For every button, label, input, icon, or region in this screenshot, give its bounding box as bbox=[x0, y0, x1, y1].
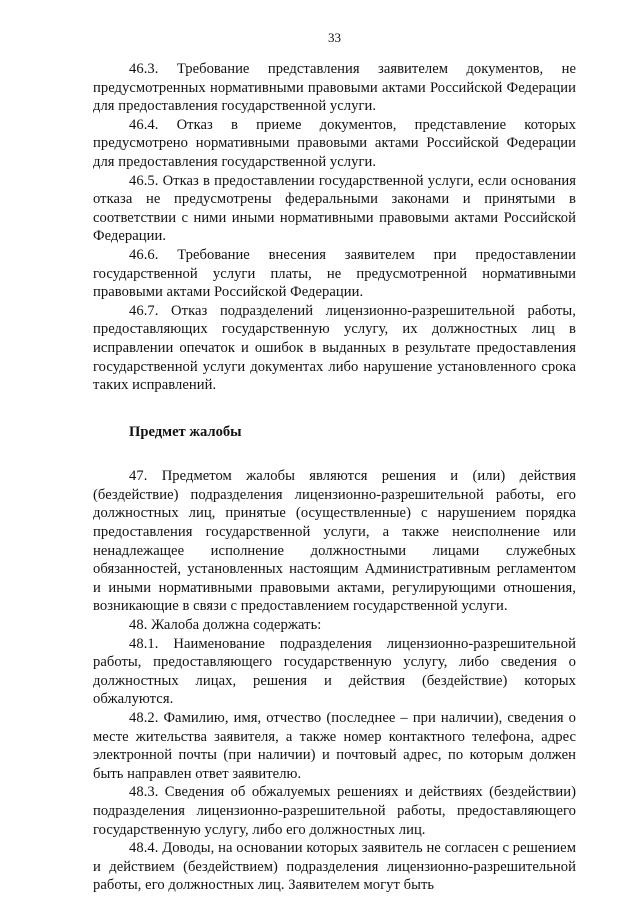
paragraph-46-6: 46.6. Требование внесения заявителем при предоставлении государственной услуги платы, не предусмотренной нормативными правовыми актами Российской Федерации. bbox=[93, 246, 576, 301]
paragraph-48-3: 48.3. Сведения об обжалуемых решениях и действиях (бездействии) подразделения лицензионно-разрешительной работы, предоставляющего государственную услугу, либо его должностных лиц. bbox=[93, 784, 576, 838]
paragraph-46-5: 46.5. Отказ в предоставлении государственной услуги, если основания отказа не предусмотрены федеральными законами и принятыми в соответствии с ними иными нормативными правовыми актами Российской Федерации. bbox=[93, 172, 576, 245]
document-page bbox=[93, 30, 576, 895]
paragraph-46-7: 46.7. Отказ подразделений лицензионно-разрешительной работы, предоставляющих государственную услугу, их должностных лиц в исправлении опечаток и ошибок в выданных в результате предоставления государственной услуги документах либо нарушение установленного срока таких исправлений. bbox=[93, 302, 576, 394]
paragraph-48-2: 48.2. Фамилию, имя, отчество (последнее – при наличии), сведения о месте жительства заявителя, а также номер контактного телефона, адрес электронной почты (при наличии) и почтовый адрес, по которым должен быть направлен ответ заявителю. bbox=[93, 710, 576, 782]
paragraph-46-4: 46.4. Отказ в приеме документов, представление которых предусмотрено нормативными правовыми актами Российской Федерации для предоставления государственной услуги. bbox=[93, 116, 576, 170]
paragraph-47: 47. Предметом жалобы являются решения и (или) действия (бездействие) подразделения лицензионно-разрешительной работы, его должностных лиц, принятые (осуществленные) с нарушением порядка предоставления государственной услуги, а также неисполнение или ненадлежащее исполнение должностными лицами служебных обязанностей, установленных настоящим Административным регламентом и иными нормативными правовыми актами, регулирующими отношения, возникающие в связи с предоставлением государственной услуги. bbox=[93, 468, 576, 615]
paragraph-48-4: 48.4. Доводы, на основании которых заявитель не согласен с решением и действием (бездействием) подразделения лицензионно-разрешительной работы, его должностных лиц. Заявителем могут быть bbox=[93, 840, 576, 894]
section-heading: Предмет жалобы bbox=[129, 423, 242, 440]
paragraph-48: 48. Жалоба должна содержать: bbox=[129, 617, 322, 634]
paragraph-48-1: 48.1. Наименование подразделения лицензионно-разрешительной работы, предоставляющего государственную услугу, либо сведения о должностных лицах, решения и действия (бездействие) которых обжалуются. bbox=[93, 635, 576, 708]
page-number: 33 bbox=[328, 30, 341, 45]
paragraph-46-3: 46.3. Требование представления заявителем документов, не предусмотренных нормативными правовыми актами Российской Федерации для предоставления государственной услуги. bbox=[93, 61, 576, 115]
